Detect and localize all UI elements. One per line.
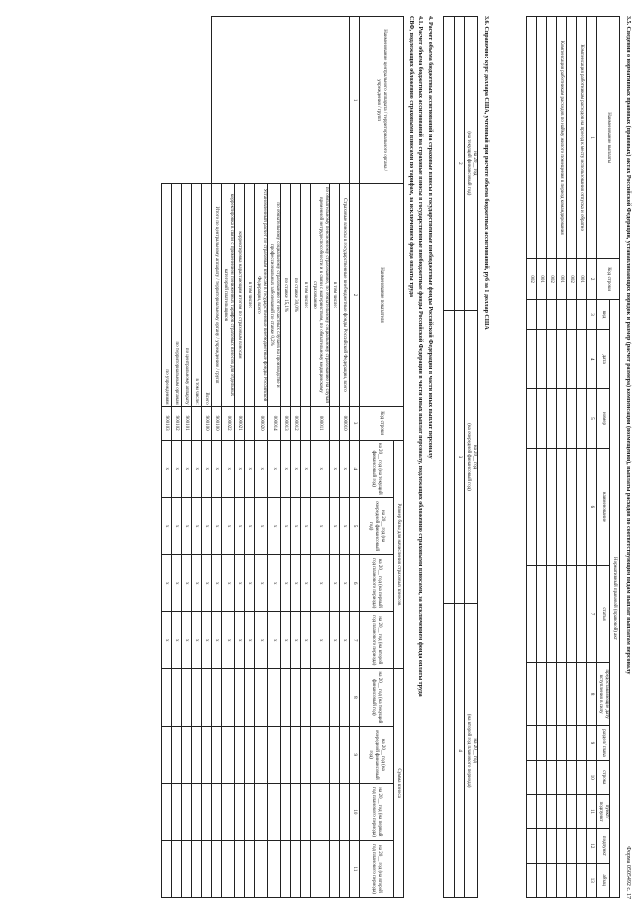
table-row — [340, 17, 350, 898]
value-cell — [235, 840, 245, 897]
colnum: 1 — [587, 17, 597, 259]
value-cell — [192, 840, 202, 897]
value-cell — [301, 669, 311, 726]
value-cell: x — [245, 440, 255, 497]
value-cell — [172, 840, 182, 897]
value-cell: x — [182, 497, 192, 554]
value-cell: x — [281, 440, 291, 497]
value-cell — [330, 783, 340, 840]
value-cell: x — [222, 555, 235, 612]
value-cell — [268, 840, 281, 897]
value-cell — [212, 783, 222, 840]
value-cell: x — [301, 440, 311, 497]
row-code: 000020 — [255, 406, 268, 440]
value-cell — [245, 840, 255, 897]
row-code: 001 — [557, 259, 567, 300]
value-cell — [311, 783, 330, 840]
head-code: Код строки — [360, 406, 404, 440]
colnum: 10 — [587, 760, 597, 794]
row-code: 000013 — [281, 406, 291, 440]
value-cell: x — [301, 555, 311, 612]
usd-h2: на 20__ год (на очередной финансовый год) — [465, 310, 478, 604]
colnum: 7 — [587, 566, 597, 663]
total-label: по центральному аппарату — [182, 184, 192, 406]
colnum: 11 — [350, 840, 360, 897]
value-cell — [182, 783, 192, 840]
usd-h3: на 20__ год (на второй год планового периода) — [465, 604, 478, 898]
value-cell: x — [192, 612, 202, 669]
value-cell: x — [202, 440, 212, 497]
total-row — [202, 17, 212, 898]
value-cell — [255, 669, 268, 726]
head-y2: на 20__ год (на очередной финансовый год) — [360, 726, 394, 783]
row-code: 000010 — [340, 406, 350, 440]
value-cell: x — [330, 497, 340, 554]
value-cell: x — [245, 497, 255, 554]
value-cell — [202, 840, 212, 897]
row-label: в том числе: — [301, 184, 311, 406]
value-cell: x — [268, 612, 281, 669]
table-row — [557, 17, 567, 898]
value-cell: x — [245, 555, 255, 612]
value-cell — [235, 669, 245, 726]
row-label: в том числе: — [245, 184, 255, 406]
colnum: 2 — [350, 184, 360, 406]
value-cell — [281, 783, 291, 840]
colnum: 4 — [455, 604, 465, 898]
column-number-row — [587, 17, 597, 898]
value-cell — [330, 840, 340, 897]
value-cell — [340, 726, 350, 783]
row-name — [567, 17, 577, 259]
value-cell: x — [222, 497, 235, 554]
head-org: Наименование центрального аппарата / территориального органа / учреждения / групп — [360, 17, 404, 184]
colnum: 13 — [587, 863, 597, 897]
value-cell — [172, 726, 182, 783]
value-cell — [235, 726, 245, 783]
total-row — [182, 17, 192, 898]
row-name: Компенсация работникам расходов по найму жилого помещения в период командирования — [557, 17, 567, 259]
value-cell — [235, 783, 245, 840]
colnum: 5 — [587, 389, 597, 448]
value-cell — [182, 726, 192, 783]
value-cell — [182, 840, 192, 897]
total-label: Всего — [202, 184, 212, 406]
row-label: корректировка нарастающим итогом по страховым взносам — [235, 184, 245, 406]
value-cell: x — [182, 555, 192, 612]
value-cell — [182, 669, 192, 726]
row-label: по ставке 15,1% — [281, 184, 291, 406]
row-code: 001 — [577, 259, 587, 300]
value-cell: x — [311, 497, 330, 554]
total-row — [172, 17, 182, 898]
value-cell — [340, 669, 350, 726]
value-cell: x — [255, 440, 268, 497]
value-cell — [268, 783, 281, 840]
head-y4: на 20__ год (на второй год планового периода) — [360, 612, 394, 669]
value-cell: x — [291, 497, 301, 554]
row-label: корректировка в связи с применением пониженных тарифов страховых взносов для отдельных категорий плательщиков — [222, 184, 235, 406]
colnum: 8 — [587, 662, 597, 725]
colnum: 3 — [455, 310, 465, 604]
value-cell: x — [212, 497, 222, 554]
colnum: 3 — [587, 299, 597, 329]
value-cell: x — [192, 497, 202, 554]
value-cell: x — [235, 555, 245, 612]
row-name: Компенсация работникам расходов на проезд к месту использования отпуска и обратно — [577, 17, 587, 259]
table-row — [577, 17, 587, 898]
value-cell: x — [268, 555, 281, 612]
row-code: 002 — [547, 259, 557, 300]
head-statia: статья — [597, 566, 610, 663]
row-label: в том числе: — [330, 184, 340, 406]
value-cell: x — [162, 555, 172, 612]
value-cell: x — [330, 555, 340, 612]
value-cell — [255, 783, 268, 840]
value-cell — [212, 669, 222, 726]
colnum: 9 — [350, 726, 360, 783]
section-4-1-subtitle: СВФ, подлежащих обложению страховыми взносами по тарифам, за исключением фонда оплаты труда — [408, 16, 414, 298]
row-label: Установленный расчет по страховым взносам в государственные внебюджетные фонды Российской Федерации, всего — [255, 184, 268, 406]
value-cell — [281, 840, 291, 897]
head-base: Размер базы для начисления страховых взносов — [394, 440, 404, 669]
value-cell — [311, 840, 330, 897]
value-cell — [255, 840, 268, 897]
colnum: 12 — [587, 829, 597, 863]
value-cell: x — [291, 555, 301, 612]
colnum: 9 — [587, 726, 597, 760]
value-cell: x — [162, 497, 172, 554]
head-y2: на 20__ год (на очередной финансовый год) — [360, 497, 394, 554]
value-cell — [311, 726, 330, 783]
value-cell — [192, 783, 202, 840]
value-cell — [162, 840, 172, 897]
table-row — [537, 17, 547, 898]
value-cell — [212, 840, 222, 897]
colnum: 6 — [350, 555, 360, 612]
colnum: 6 — [587, 448, 597, 566]
total-label: по территориальным органам — [172, 184, 182, 406]
colnum: 2 — [587, 259, 597, 300]
value-cell — [172, 669, 182, 726]
value-cell: x — [291, 440, 301, 497]
value-cell: x — [281, 497, 291, 554]
row-code: 000014 — [268, 406, 281, 440]
value-cell — [172, 783, 182, 840]
value-cell: x — [268, 497, 281, 554]
head-razdel: раздел/ глава — [597, 726, 610, 760]
row-code: 900100 — [212, 406, 222, 440]
value-cell — [311, 669, 330, 726]
value-cell — [245, 783, 255, 840]
head-y1: на 20__ год (на текущий финансовый год) — [360, 440, 394, 497]
head-podpunkt: подпункт — [597, 829, 610, 863]
table-row — [567, 17, 577, 898]
org-cell — [212, 17, 350, 184]
row-name — [527, 17, 537, 259]
section-4-title: 4. Расчет объема бюджетных ассигнований на страховые взносы в государственные внебюджетные фонды Российской Федерации в части иных выплат персоналу — [427, 16, 433, 459]
value-cell: x — [182, 440, 192, 497]
row-code: 000011 — [311, 406, 330, 440]
value-cell — [192, 669, 202, 726]
row-name — [547, 17, 557, 259]
value-cell: x — [192, 555, 202, 612]
head-punkt: пункт/ подпункт — [597, 794, 610, 828]
value-cell: x — [212, 440, 222, 497]
value-cell — [268, 726, 281, 783]
value-cell — [340, 840, 350, 897]
head-naim: наименование — [597, 448, 610, 566]
value-cell — [291, 840, 301, 897]
value-cell — [222, 840, 235, 897]
value-cell: x — [172, 497, 182, 554]
value-cell — [291, 783, 301, 840]
row-code: 000012 — [291, 406, 301, 440]
head-stroka: строка — [597, 760, 610, 794]
total-code: 900103 — [162, 406, 172, 440]
value-cell: x — [281, 612, 291, 669]
value-cell — [212, 726, 222, 783]
colnum: 2 — [455, 17, 465, 311]
value-cell — [222, 669, 235, 726]
value-cell: x — [182, 612, 192, 669]
value-cell — [291, 669, 301, 726]
head-y3: на 20__ год (на первый год планового периода) — [360, 555, 394, 612]
row-name — [537, 17, 547, 259]
value-cell: x — [340, 612, 350, 669]
row-code: 001 — [537, 259, 547, 300]
value-cell: x — [340, 555, 350, 612]
value-cell — [202, 783, 212, 840]
value-cell: x — [235, 497, 245, 554]
total-code: 900100 — [202, 406, 212, 440]
total-code: 900102 — [172, 406, 182, 440]
value-cell — [255, 726, 268, 783]
value-cell: x — [202, 555, 212, 612]
total-label: по учреждениям — [162, 184, 172, 406]
row-code: 002 — [567, 259, 577, 300]
colnum: 1 — [350, 17, 360, 184]
head-vid: вид — [597, 299, 610, 329]
table-row — [527, 17, 537, 898]
value-cell: x — [172, 612, 182, 669]
value-cell: x — [202, 497, 212, 554]
row-label: по обязательному социальному страхованию от несчастных случаев на производстве и профессиональных заболеваний по ставке 0,2% — [268, 184, 281, 406]
value-cell: x — [255, 555, 268, 612]
value-cell: x — [340, 440, 350, 497]
value-cell: x — [311, 612, 330, 669]
value-cell: x — [330, 612, 340, 669]
colnum: 3 — [350, 406, 360, 440]
value-cell — [162, 783, 172, 840]
value-cell: x — [301, 497, 311, 554]
row-code — [245, 406, 255, 440]
head-naim: Наименование показателя — [360, 184, 404, 406]
row-code: 002 — [527, 259, 537, 300]
value-cell: x — [162, 440, 172, 497]
row-label: по ставке 30,0% — [291, 184, 301, 406]
value-cell — [301, 783, 311, 840]
total-row — [192, 17, 202, 898]
colnum: 4 — [587, 330, 597, 389]
value-cell: x — [222, 440, 235, 497]
row-code — [330, 406, 340, 440]
total-code: 900101 — [182, 406, 192, 440]
colnum: 5 — [350, 497, 360, 554]
colnum: 10 — [350, 783, 360, 840]
head-y3: на 20__ год (на первый год планового периода) — [360, 783, 394, 840]
value-cell — [162, 669, 172, 726]
value-cell — [202, 669, 212, 726]
head-code: Код строки — [597, 259, 620, 300]
value-cell — [222, 726, 235, 783]
value-cell — [301, 840, 311, 897]
row-code: 000022 — [222, 406, 235, 440]
value-cell — [340, 783, 350, 840]
row-label: Итого по центральному аппарату / территориальному органу / учреждению / групп — [212, 184, 222, 406]
total-label: в том числе: — [192, 184, 202, 406]
value-cell: x — [222, 612, 235, 669]
value-cell: x — [245, 612, 255, 669]
head-sum: Сумма взноса — [394, 669, 404, 898]
head-name: Наименование выплаты — [597, 17, 620, 259]
colnum: 8 — [350, 669, 360, 726]
row-label: по обязательному пенсионному страхованию, по обязательному социальному страхованию на случай временной нетрудоспособности и в связи с материнством, по обязательному медицинскому страхованию — [311, 184, 330, 406]
row-label: Страховые взносы в государственные внебюджетные фонды Российской Федерации, всего — [340, 184, 350, 406]
head-y1: на 20__ год (на текущий финансовый год) — [360, 669, 394, 726]
head-y4: на 20__ год (на второй год планового периода) — [360, 840, 394, 897]
form-code: Форма 0505492 с. 17 — [625, 846, 631, 899]
value-cell: x — [172, 555, 182, 612]
value-cell: x — [340, 497, 350, 554]
value-cell: x — [311, 555, 330, 612]
value-cell: x — [162, 612, 172, 669]
value-cell: x — [255, 497, 268, 554]
value-cell: x — [291, 612, 301, 669]
colnum: 7 — [350, 612, 360, 669]
value-cell — [281, 726, 291, 783]
section-3-5-table — [526, 16, 620, 898]
value-cell: x — [172, 440, 182, 497]
row-code: 000021 — [235, 406, 245, 440]
head-pred: предоставляющие дату вступления в силу — [597, 662, 610, 725]
value-cell — [301, 726, 311, 783]
value-cell: x — [212, 555, 222, 612]
colnum: 11 — [587, 794, 597, 828]
head-date: дата — [597, 330, 610, 389]
value-cell: x — [281, 555, 291, 612]
section-3-6-title: 3.6. Справочно: курс доллара США, учтенный при расчете объема бюджетных ассигнований, руб за 1 доллар США — [483, 16, 489, 330]
section-3-5-title: 3.5. Сведения о нормативных правовых (правовых) актах Российской Федерации, устанавливающих порядок и размер (расчет размера) компенсации (возмещения), выплаты расходов по соответствующим видам выплат выплатам персоналу — [625, 16, 631, 675]
value-cell — [291, 726, 301, 783]
row-code — [301, 406, 311, 440]
value-cell: x — [212, 612, 222, 669]
value-cell: x — [268, 440, 281, 497]
usd-h1: на 20__ год (на текущий финансовый год) — [465, 17, 478, 311]
value-cell: x — [235, 440, 245, 497]
value-cell — [330, 726, 340, 783]
table-row — [547, 17, 557, 898]
value-cell: x — [202, 612, 212, 669]
value-cell — [281, 669, 291, 726]
value-cell — [245, 726, 255, 783]
head-num: номер — [597, 389, 610, 448]
column-number-row — [350, 17, 360, 898]
value-cell — [222, 783, 235, 840]
section-4-table — [161, 16, 404, 898]
section-3-6-table — [443, 16, 478, 898]
value-cell: x — [311, 440, 330, 497]
value-cell — [192, 726, 202, 783]
value-cell — [268, 669, 281, 726]
value-cell: x — [192, 440, 202, 497]
total-row — [162, 17, 172, 898]
value-cell — [245, 669, 255, 726]
value-cell — [202, 726, 212, 783]
colnum: 4 — [350, 440, 360, 497]
value-cell — [162, 726, 172, 783]
head-npa: Нормативный правовой (правовой) акт — [610, 299, 620, 897]
value-cell — [330, 669, 340, 726]
value-cell: x — [301, 612, 311, 669]
total-code — [192, 406, 202, 440]
value-cell: x — [330, 440, 340, 497]
section-4-1-title: 4.1. Расчет объема бюджетных ассигнований на страховые взносы в государственные внебюджетные фонды Российской Федерации в части иных выплат персоналу, подлежащих обложению страховыми взносами, за исключением фонда оплаты труда — [417, 16, 423, 697]
value-cell: x — [235, 612, 245, 669]
head-abzac: абзац — [597, 863, 610, 897]
value-cell: x — [255, 612, 268, 669]
